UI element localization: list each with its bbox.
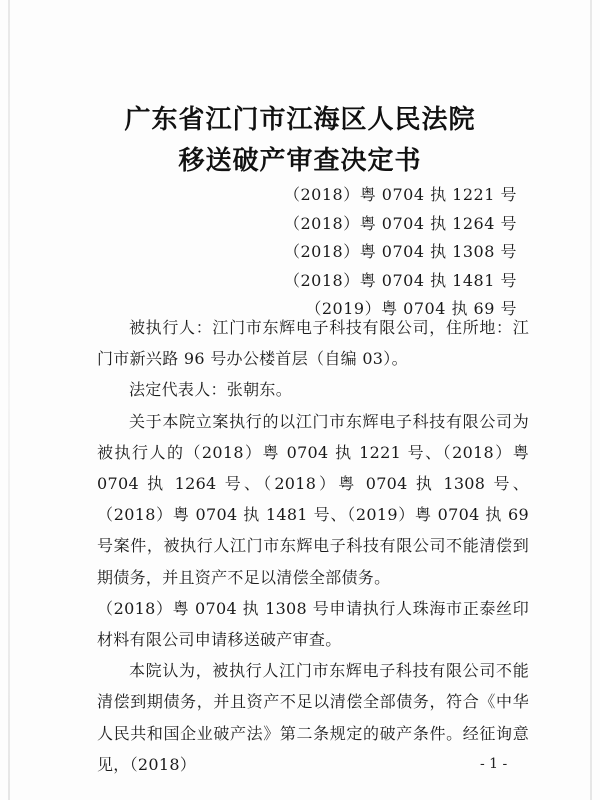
decision-title: 移送破产审查决定书 [178, 146, 422, 176]
page-number: - 1 - [480, 756, 508, 772]
case-number: （2018）粤 0704 执 1481 号 [283, 270, 517, 290]
case-number: （2018）粤 0704 执 1221 号 [283, 185, 517, 204]
court-name-title: 广东省江门市江海区人民法院 [124, 105, 476, 135]
case-number: （2018）粤 0704 执 1264 号 [283, 213, 517, 233]
court-opinion-paragraph: 本院认为，被执行人江门市东辉电子科技有限公司不能清偿到期债务，并且资产不足以清偿全部债务，符合《中华人民共和国企业破产法》第二条规定的破产条件。经征询意见，（2018） [97, 661, 529, 774]
application-paragraph: （2018）粤 0704 执 1308 号申请执行人珠海市正泰丝印材料有限公司申请移送破产审查。 [97, 598, 529, 650]
case-background-paragraph: 关于本院立案执行的以江门市东辉电子科技有限公司为被执行人的（2018）粤 0704 执 1221 号、（2018）粤 0704 执 1264 号、（2018）粤 0704 执 1308 号、（2018）粤 0704 执 1481 号、（2019）粤 0704 执 69 号案件，被执行人江门市东辉电子科技有限公司不能清偿到期债务，并且资产不足以清偿全部债务。 [97, 411, 529, 587]
case-number: （2018）粤 0704 执 1308 号 [283, 242, 517, 261]
legal-representative-paragraph: 法定代表人：张朝东。 [129, 380, 293, 400]
respondent-paragraph: 被执行人：江门市东辉电子科技有限公司，住所地：江门市新兴路 96 号办公楼首层（自编 03）。 [97, 318, 529, 369]
document-body [97, 312, 529, 780]
case-number: （2019）粤 0704 执 69 号 [305, 299, 517, 318]
case-number-list [0, 181, 517, 324]
